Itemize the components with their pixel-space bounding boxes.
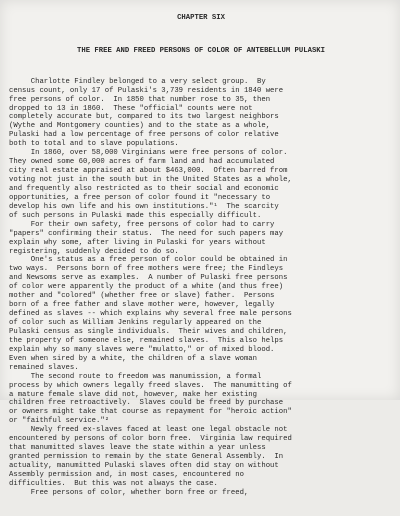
text-line: opportunities, a free person of color found it "necessary to [9, 193, 271, 202]
text-line: two ways. Persons born of free mothers were free; the Findleys [9, 265, 284, 274]
text-line: granted permission to remain by the state General Assembly. In [9, 453, 284, 462]
text-line: dropped to 13 in 1860. These "official" counts were not [9, 104, 253, 113]
text-line: the property of someone else, remained slaves. This also helps [9, 336, 284, 345]
text-line: or "faithful service."² [9, 417, 110, 426]
text-line: Even when sired by a white, the children of a slave woman [9, 354, 257, 363]
text-line: Pulaski had a low percentage of free persons of color relative [9, 131, 279, 140]
text-line: census count, only 17 of Pulaski's 3,739 residents in 1840 were [9, 86, 284, 95]
text-line: actuality, manumitted Pulaski slaves often did stay on without [9, 462, 279, 471]
body-text [9, 78, 393, 498]
text-line: defined as slaves -- which explains why several free male persons [9, 310, 292, 319]
text-line: city real estate appraised at about $463,000. Often barred from [9, 167, 288, 176]
text-line: children free retroactively. Slaves could be freed by purchase [9, 399, 284, 408]
text-line: explain why so many slaves were "mulatto," or of mixed blood. [9, 345, 275, 354]
document-body [9, 0, 393, 516]
text-line: and Newsoms serve as examples. A number of Pulaski free persons [9, 274, 288, 283]
text-line: registering, suddenly decided to do so. [9, 247, 179, 256]
text-line: One's status as a free person of color could be obtained in [9, 256, 288, 265]
text-line: born of a free father and slave mother were, however, legally [9, 301, 275, 310]
text-line: or owners might take that course as repayment for "heroic action" [9, 408, 292, 417]
text-line: a mature female slave did not, however, make her existing [9, 390, 257, 399]
text-line: Newly freed ex-slaves faced at least one legal obstacle not [9, 426, 288, 435]
text-line: of such persons in Pulaski made this especially difficult. [9, 211, 262, 220]
text-line: and frequently also restricted as to their social and economic [9, 184, 279, 193]
chapter-title: THE FREE AND FREED PERSONS OF COLOR OF ANTEBELLUM PULASKI [77, 46, 325, 55]
text-line: Charlotte Findley belonged to a very select group. By [9, 77, 266, 86]
text-line: encountered by persons of color born free. Virginia law required [9, 435, 292, 444]
text-line: Free persons of color, whether born free or freed, [9, 488, 249, 497]
text-line: Pulaski census as single individuals. Their wives and children, [9, 327, 288, 336]
text-line: of color were apparently the product of a white (and thus free) [9, 283, 284, 292]
text-line: The second route to freedom was manumission, a formal [9, 372, 262, 381]
text-line: For their own safety, free persons of color had to carry [9, 220, 275, 229]
text-line: completely accurate but, compared to its two largest neighbors [9, 113, 279, 122]
text-line: "papers" confirming their status. The need for such papers may [9, 229, 284, 238]
text-line: free persons of color. In 1850 that number rose to 35, then [9, 95, 271, 104]
text-line: voting not just in the south but in the United States as a whole, [9, 176, 292, 185]
text-line: They owned some 60,000 acres of farm land and had accumulated [9, 158, 275, 167]
text-line: difficulties. But this was not always the case. [9, 479, 218, 488]
text-line: of color such as William Jenkins regularly appeared on the [9, 319, 262, 328]
text-line: In 1860, over 58,000 Virginians were free persons of color. [9, 149, 288, 158]
text-line: explain why some, after living in Pulaski for years without [9, 238, 266, 247]
text-line: (Wythe and Montgomery counties) and to the state as a whole, [9, 122, 271, 131]
text-line: Assembly permission and, in most cases, encountered no [9, 470, 244, 479]
text-line: develop his own life and his own institutions."¹ The scarcity [9, 202, 279, 211]
text-line: process by which owners legally freed slaves. The manumitting of [9, 381, 292, 390]
text-line: mother and "colored" (whether free or slave) father. Persons [9, 292, 275, 301]
text-line: that manumitted slaves leave the state within a year unless [9, 444, 266, 453]
text-line: remained slaves. [9, 363, 79, 372]
chapter-heading: CHAPTER SIX [177, 13, 225, 22]
text-line: both to total and to slave populations. [9, 140, 179, 149]
